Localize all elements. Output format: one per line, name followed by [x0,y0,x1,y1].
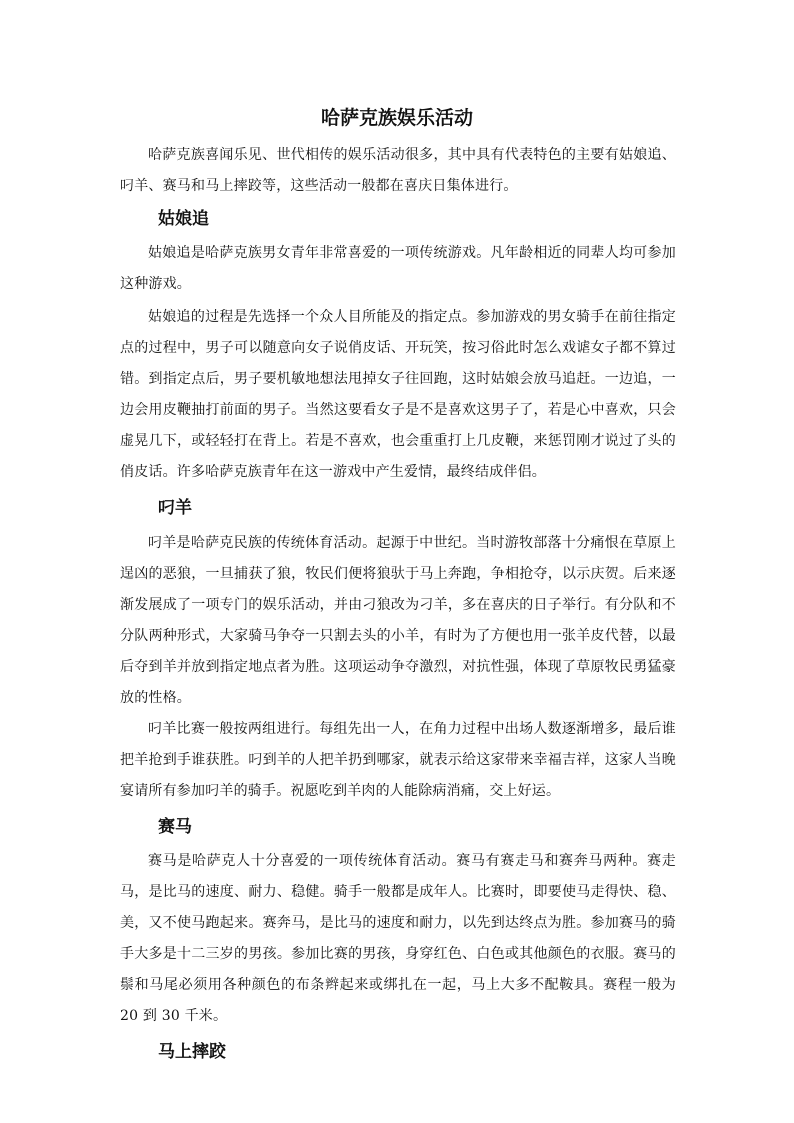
section-heading-guniangzhui: 姑娘追 [158,209,209,229]
section-heading-diaoyang: 叼羊 [158,498,192,518]
section-heading-saima: 赛马 [158,817,192,837]
paragraph-guniangzhui-2: 姑娘追的过程是先选择一个众人目所能及的指定点。参加游戏的男女骑手在前往指定点的过程中，男子可以随意向女子说俏皮话、开玩笑，按习俗此时怎么戏谑女子都不算过错。到指定点后，男子要机敏地想法甩掉女子往回跑，这时姑娘会放马追赶。一边追，一边会用皮鞭抽打前面的男子。当然这要看女子是不是喜欢这男子了，若是心中喜欢，只会虚晃几下，或轻轻打在背上。若是不喜欢，也会重重打上几皮鞭，来惩罚刚才说过了头的俏皮话。许多哈萨克族青年在这一游戏中产生爱情，最终结成伴侣。 [120,309,676,480]
document-body [120,140,676,1063]
paragraph-diaoyang-2: 叼羊比赛一般按两组进行。每组先出一人，在角力过程中出场人数逐渐增多，最后谁把羊抢到手谁获胜。叼到羊的人把羊扔到哪家，就表示给这家带来幸福吉祥，这家人当晚宴请所有参加叼羊的骑手。祝愿吃到羊肉的人能除病消痛，交上好运。 [120,721,676,799]
intro-paragraph: 哈萨克族喜闻乐见、世代相传的娱乐活动很多，其中具有代表特色的主要有姑娘追、叼羊、赛马和马上摔跤等，这些活动一般都在喜庆日集体进行。 [120,147,676,194]
paragraph-diaoyang-1: 叼羊是哈萨克民族的传统体育活动。起源于中世纪。当时游牧部落十分痛恨在草原上逞凶的恶狼，一旦捕获了狼，牧民们便将狼驮于马上奔跑，争相抢夺，以示庆贺。后来逐渐发展成了一项专门的娱乐活动，并由刁狼改为刁羊，多在喜庆的日子举行。有分队和不分队两种形式，大家骑马争夺一只割去头的小羊，有时为了方便也用一张羊皮代替，以最后夺到羊并放到指定地点者为胜。这项运动争夺激烈，对抗性强，体现了草原牧民勇猛豪放的性格。 [120,535,676,706]
paragraph-guniangzhui-1: 姑娘追是哈萨克族男女青年非常喜爱的一项传统游戏。凡年龄相近的同辈人均可参加这种游戏。 [120,245,676,292]
section-heading-mashang-shuaijiao: 马上摔跤 [158,1042,226,1062]
paragraph-saima-1: 赛马是哈萨克人十分喜爱的一项传统体育活动。赛马有赛走马和赛奔马两种。赛走马，是比马的速度、耐力、稳健。骑手一般都是成年人。比赛时，即要使马走得快、稳、美，又不使马跑起来。赛奔马，是比马的速度和耐力，以先到达终点为胜。参加赛马的骑手大多是十二三岁的男孩。参加比赛的男孩，身穿红色、白色或其他颜色的衣服。赛马的鬃和马尾必须用各种颜色的布条辫起来或绑扎在一起，马上大多不配鞍具。赛程一般为 20 到 30 千米。 [120,853,676,1024]
document-title: 哈萨克族娱乐活动 [320,107,473,129]
